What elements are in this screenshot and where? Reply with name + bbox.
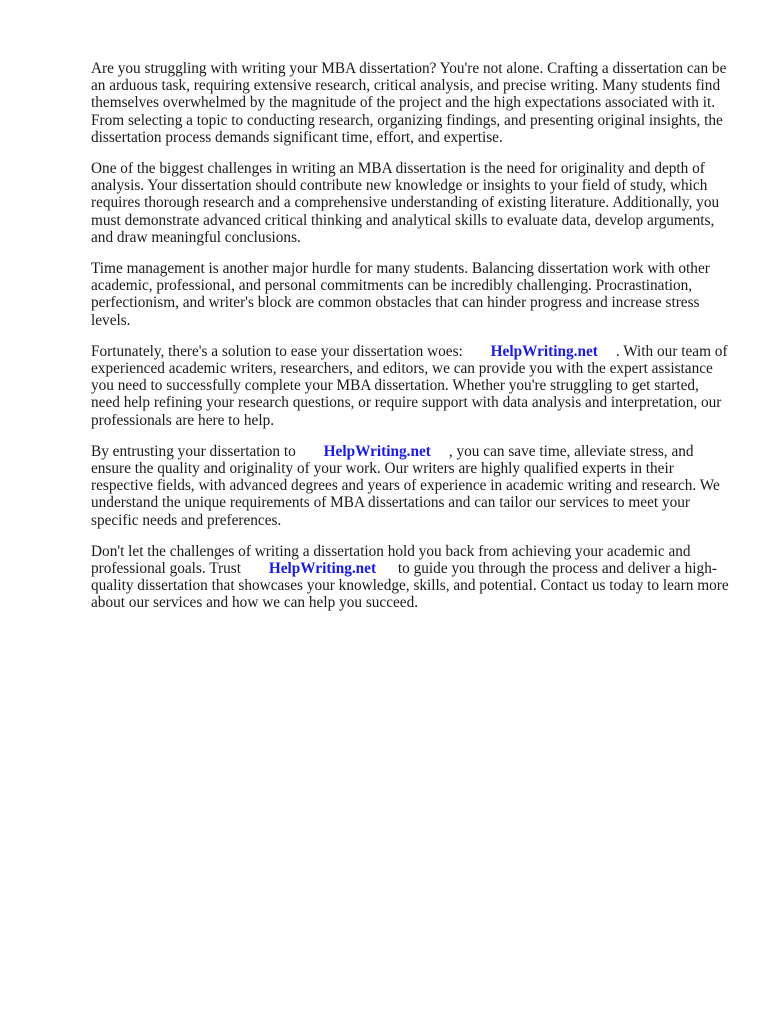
paragraph-solution-text-after: . With our team of experienced academic writers, researchers, and editors, we can provide you with the expert assistance you need to successfully complete your MBA dissertation. Whether you're struggling to get started, need help refining your research questions, or require support with data analysis and interpretation, our professionals are here to help.	[91, 342, 728, 429]
helpwriting-link-2[interactable]: HelpWriting.net	[323, 442, 431, 460]
paragraph-entrusting-text-before: By entrusting your dissertation to	[91, 442, 296, 460]
paragraph-closing-text-after: to guide you through the process and deliver a high-quality dissertation that showcases your knowledge, skills, and potential. Contact us today to learn more about our services and how we can help you succeed.	[91, 560, 729, 612]
paragraph-intro-text: Are you struggling with writing your MBA dissertation? You're not alone. Crafting a dissertation can be an arduous task, requiring extensive research, critical analysis, and precise writing. Many students find themselves overwhelmed by the magnitude of the project and the high expectations associated with it. From selecting a topic to conducting research, organizing findings, and presenting original insights, the dissertation process demands significant time, effort, and expertise.	[91, 60, 727, 146]
paragraph-solution	[91, 343, 731, 429]
paragraph-entrusting-text-after: , you can save time, alleviate stress, and ensure the quality and originality of your work. Our writers are highly qualified experts in their respective fields, with advanced degrees and years of experience in academic writing and research. We understand the unique requirements of MBA dissertations and can tailor our services to meet your specific needs and preferences.	[91, 442, 720, 529]
paragraph-entrusting	[91, 443, 731, 529]
paragraph-time-management-text: Time management is another major hurdle for many students. Balancing dissertation work with other academic, professional, and personal commitments can be incredibly challenging. Procrastination, perfectionism, and writer's block are common obstacles that can hinder progress and increase stress levels.	[91, 260, 710, 329]
paragraph-solution-text-before: Fortunately, there's a solution to ease your dissertation woes:	[91, 342, 463, 360]
paragraph-closing-text-before: Don't let the challenges of writing a dissertation hold you back from achieving your academic and professional goals. Trust	[91, 542, 691, 578]
paragraph-originality	[91, 160, 731, 246]
helpwriting-link-3[interactable]: HelpWriting.net	[268, 560, 377, 578]
paragraph-originality-text: One of the biggest challenges in writing an MBA dissertation is the need for originality and depth of analysis. Your dissertation should contribute new knowledge or insights to your field of study, which requires thorough research and a comprehensive understanding of existing literature. Additionally, you must demonstrate advanced critical thinking and analytical skills to evaluate data, develop arguments, and draw meaningful conclusions.	[91, 160, 720, 246]
paragraph-time-management	[91, 260, 731, 329]
paragraph-intro	[91, 60, 731, 146]
paragraph-closing	[91, 543, 731, 612]
document-page	[91, 60, 731, 626]
helpwriting-link-1[interactable]: HelpWriting.net	[490, 342, 598, 360]
